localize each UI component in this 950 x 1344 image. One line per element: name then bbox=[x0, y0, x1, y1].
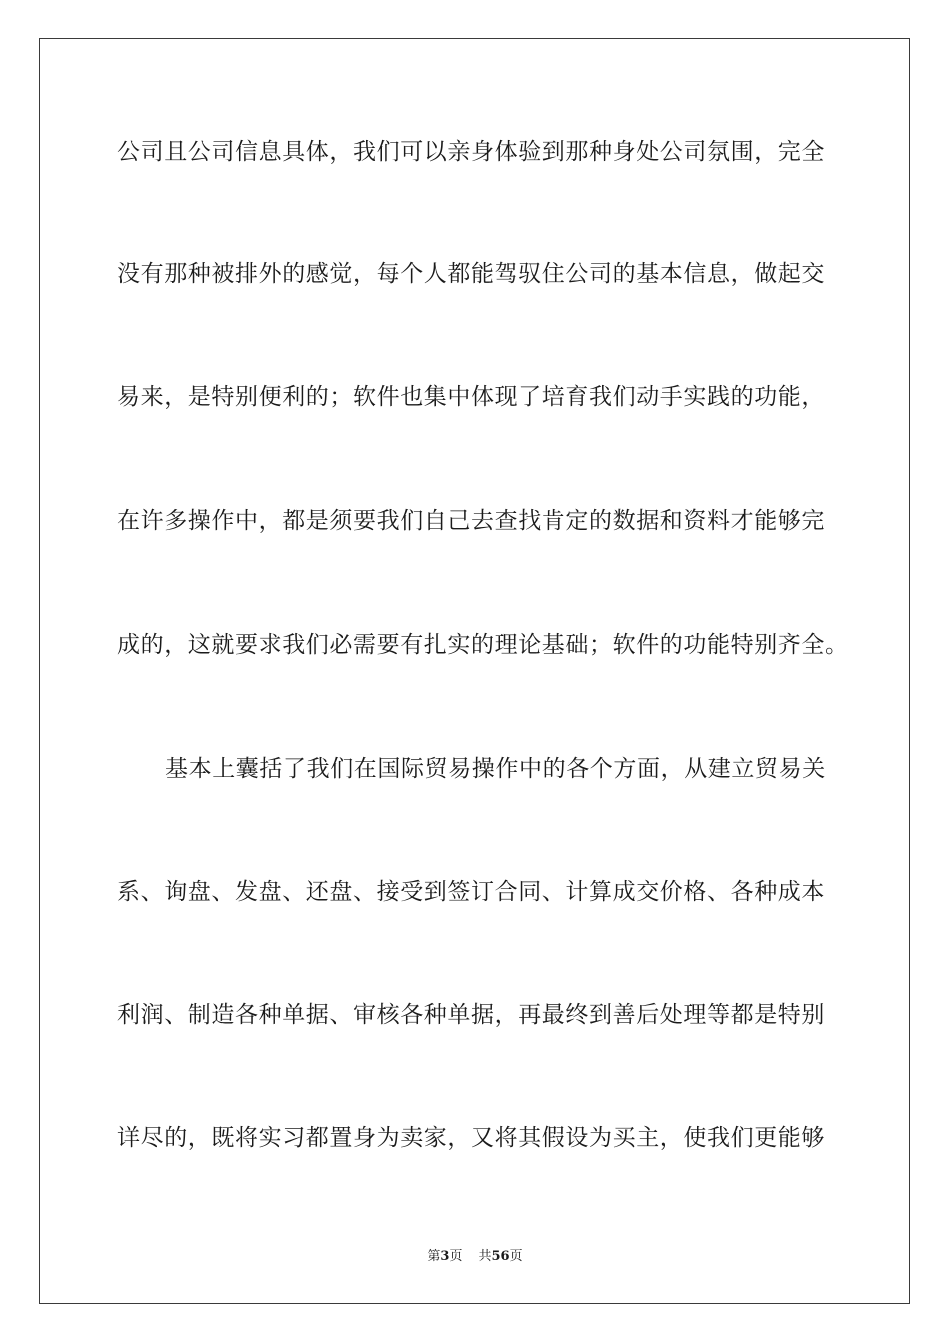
text-line: 没有那种被排外的感觉，每个人都能驾驭住公司的基本信息，做起交 bbox=[117, 261, 825, 287]
text-line: 在许多操作中，都是须要我们自己去查找肯定的数据和资料才能够完 bbox=[117, 508, 825, 534]
total-pages: 56 bbox=[491, 1249, 510, 1264]
text-line: 利润、制造各种单据、审核各种单据，再最终到善后处理等都是特别 bbox=[117, 1002, 825, 1028]
total-suffix: 页 bbox=[509, 1249, 523, 1264]
paragraph-first-line: 基本上囊括了我们在国际贸易操作中的各个方面，从建立贸易关 bbox=[165, 756, 826, 782]
text-line: 成的，这就要求我们必需要有扎实的理论基础；软件的功能特别齐全。 bbox=[117, 632, 849, 658]
page-footer bbox=[0, 1248, 950, 1266]
page-prefix: 第 bbox=[427, 1249, 441, 1264]
text-line: 详尽的，既将实习都置身为卖家，又将其假设为买主，使我们更能够 bbox=[117, 1125, 825, 1151]
document-body bbox=[117, 0, 849, 1344]
page-number: 3 bbox=[440, 1249, 450, 1264]
text-line: 易来，是特别便利的；软件也集中体现了培育我们动手实践的功能， bbox=[117, 384, 825, 410]
page-suffix: 页 bbox=[449, 1249, 463, 1264]
total-prefix: 共 bbox=[478, 1249, 492, 1264]
text-line: 系、询盘、发盘、还盘、接受到签订合同、计算成交价格、各种成本 bbox=[117, 879, 825, 905]
text-line: 公司且公司信息具体，我们可以亲身体验到那种身处公司氛围，完全 bbox=[117, 139, 825, 165]
